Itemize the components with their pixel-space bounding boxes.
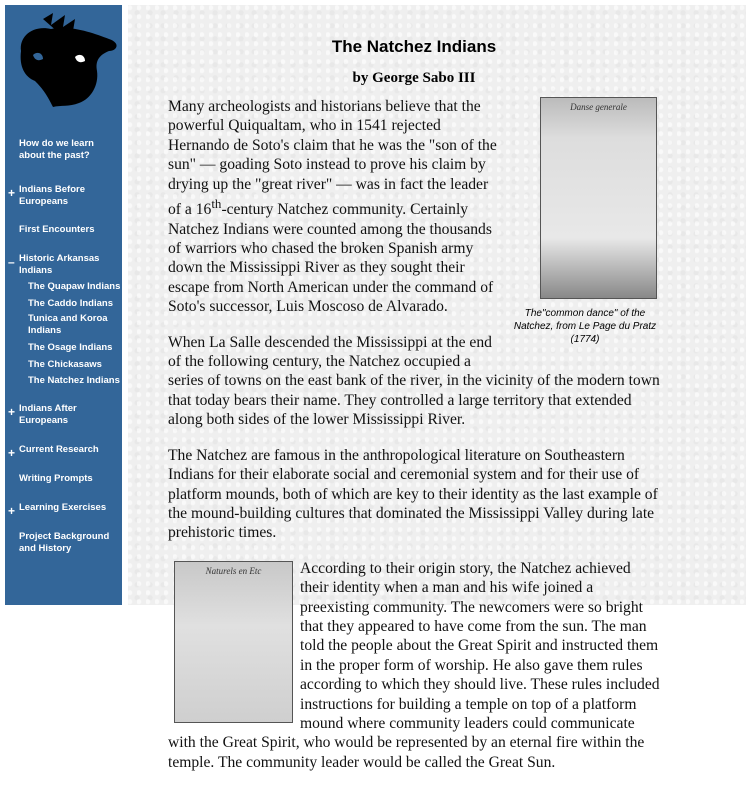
figure-common-dance — [510, 97, 660, 346]
sidebar-link[interactable]: The Osage Indians — [28, 342, 113, 353]
p1-text-b: -century Natchez community. Certainly Natchez Indians were counted among the thousands of warriors who chased the broken Spanish army down the Mississippi River as they sought their escape from North American under the command of Soto's successor, Luis Moscoso de Alvarado. — [168, 201, 494, 316]
paragraph-3: The Natchez are famous in the anthropological literature on Southeastern Indians for their elaborate social and ceremonial system and for their use of platform mounds, both of which are key to their identity as the last example of the mound-building cultures that dominated the Mississippi Valley during late prehistoric times. — [168, 446, 658, 542]
sidebar-link[interactable]: The Quapaw Indians — [28, 281, 121, 292]
sidebar — [5, 5, 122, 605]
byline: by George Sabo III — [352, 70, 476, 86]
expand-icon[interactable]: + — [8, 446, 16, 460]
sidebar-link[interactable]: Writing Prompts — [19, 473, 93, 484]
paragraph-2: When La Salle descended the Mississippi at the end of the following century, the Natchez occupied a series of towns on the east bank of the river, in the vicinity of the modern town that today bears their name. They controlled a large territory that extended along both sides of the lower Mississippi River. — [168, 333, 660, 429]
sidebar-item[interactable] — [5, 342, 122, 354]
sidebar-link[interactable]: First Encounters — [19, 224, 95, 235]
collapse-icon[interactable]: – — [8, 255, 15, 269]
natchez-man-image — [174, 561, 293, 723]
main-content-area — [128, 5, 746, 771]
sidebar-item[interactable] — [5, 184, 122, 208]
expand-icon[interactable]: + — [8, 186, 16, 200]
sidebar-link[interactable]: Indians After Europeans — [19, 403, 77, 426]
sidebar-item[interactable] — [5, 359, 122, 371]
sidebar-link[interactable]: Tunica and Koroa Indians — [28, 313, 108, 336]
sidebar-item[interactable] — [5, 375, 122, 387]
sidebar-item[interactable] — [5, 224, 122, 236]
page-title: The Natchez Indians — [331, 37, 497, 56]
sidebar-link[interactable]: Indians Before Europeans — [19, 184, 85, 207]
sidebar-link[interactable]: The Chickasaws — [28, 359, 102, 370]
article — [168, 5, 660, 788]
image-label: Danse generale — [570, 102, 627, 112]
paragraph-4: According to their origin story, the Natchez achieved their identity when a man and his wife joined a preexisting community. The newcomers were so bright that they appeared to have come from the sun. The man told the people about the Great Spirit and instructed them in the proper form of worship. He also gave them rules according to which they should live. These rules included instructions for building a temple on top of a platform mound where community leaders could communicate with the Great Spirit, who would be represented by an eternal fire within the temple. The community leader would be called the Great Sun. — [168, 559, 660, 771]
sidebar-item[interactable] — [5, 313, 122, 337]
sidebar-link[interactable]: The Natchez Indians — [28, 375, 120, 386]
common-dance-image — [540, 97, 657, 299]
sidebar-item[interactable] — [5, 281, 122, 293]
sidebar-item[interactable] — [5, 138, 122, 162]
sidebar-item[interactable] — [5, 444, 122, 460]
sidebar-link[interactable]: Project Background and History — [19, 531, 110, 554]
sidebar-link[interactable]: How do we learn about the past? — [19, 138, 94, 161]
image-label: Naturels en Etc — [205, 565, 262, 576]
sidebar-link[interactable]: The Caddo Indians — [28, 298, 113, 309]
expand-icon[interactable]: + — [8, 504, 16, 518]
figure-caption: The"common dance" of the Natchez, from Le Page du Pratz (1774) — [513, 308, 657, 345]
p1-text-a: Many archeologists and historians believe that the powerful Quiqualtam, who in 1541 rejected Hernando de Soto's claim that he was the "son of the sun" — goading Soto instead to prove his claim by drying up the "great river" — was in fact the leader of a 16 — [168, 98, 497, 219]
logo-head-icon[interactable] — [13, 11, 121, 111]
sidebar-item[interactable] — [5, 298, 122, 310]
sidebar-item[interactable] — [5, 531, 122, 555]
sidebar-link[interactable]: Current Research — [19, 444, 99, 455]
p1-sup: th — [211, 196, 222, 212]
sidebar-item[interactable] — [5, 253, 122, 277]
sidebar-item[interactable] — [5, 403, 122, 427]
sidebar-item[interactable] — [5, 502, 122, 518]
sidebar-item[interactable] — [5, 473, 122, 485]
sidebar-link[interactable]: Historic Arkansas Indians — [19, 253, 100, 276]
sidebar-link[interactable]: Learning Exercises — [19, 502, 107, 513]
expand-icon[interactable]: + — [8, 405, 16, 419]
